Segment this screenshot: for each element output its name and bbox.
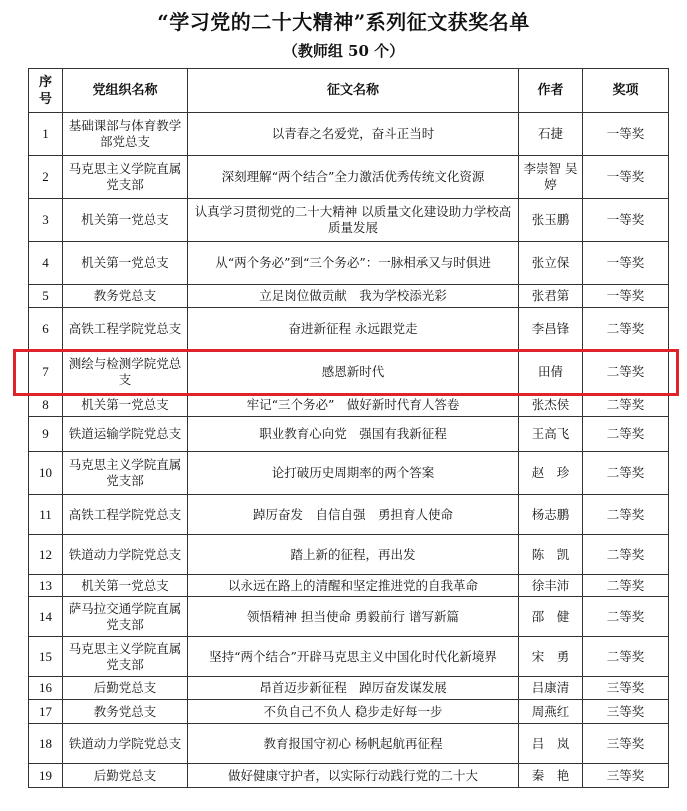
cell-org: 马克思主义学院直属党支部 bbox=[63, 452, 188, 495]
table-row bbox=[29, 242, 669, 285]
cell-award: 三等奖 bbox=[583, 764, 669, 788]
cell-num: 17 bbox=[29, 700, 63, 724]
cell-award: 一等奖 bbox=[583, 242, 669, 285]
cell-essay: 职业教育心向党 强国有我新征程 bbox=[188, 417, 519, 452]
table-row bbox=[29, 308, 669, 351]
cell-num: 16 bbox=[29, 677, 63, 700]
cell-award: 二等奖 bbox=[583, 394, 669, 417]
cell-award: 二等奖 bbox=[583, 575, 669, 597]
table-row bbox=[29, 724, 669, 764]
header-org: 党组织名称 bbox=[63, 69, 188, 113]
cell-num: 7 bbox=[29, 351, 63, 394]
cell-org: 教务党总支 bbox=[63, 285, 188, 308]
cell-org: 铁道运输学院党总支 bbox=[63, 417, 188, 452]
header-essay: 征文名称 bbox=[188, 69, 519, 113]
cell-num: 3 bbox=[29, 199, 63, 242]
table-row bbox=[29, 351, 669, 394]
cell-author: 杨志鹏 bbox=[519, 495, 583, 535]
table-body bbox=[29, 113, 669, 788]
cell-org: 铁道动力学院党总支 bbox=[63, 535, 188, 575]
cell-award: 二等奖 bbox=[583, 637, 669, 677]
table-row bbox=[29, 156, 669, 199]
cell-num: 4 bbox=[29, 242, 63, 285]
cell-essay: 教育报国守初心 杨帆起航再征程 bbox=[188, 724, 519, 764]
cell-award: 三等奖 bbox=[583, 724, 669, 764]
cell-author: 邵 健 bbox=[519, 597, 583, 637]
cell-essay: 立足岗位做贡献 我为学校添光彩 bbox=[188, 285, 519, 308]
table-row bbox=[29, 597, 669, 637]
cell-author: 徐丰沛 bbox=[519, 575, 583, 597]
cell-num: 9 bbox=[29, 417, 63, 452]
cell-author: 田倩 bbox=[519, 351, 583, 394]
cell-award: 二等奖 bbox=[583, 597, 669, 637]
cell-num: 10 bbox=[29, 452, 63, 495]
cell-award: 一等奖 bbox=[583, 113, 669, 156]
cell-num: 13 bbox=[29, 575, 63, 597]
cell-award: 一等奖 bbox=[583, 285, 669, 308]
cell-award: 二等奖 bbox=[583, 495, 669, 535]
cell-essay: 感恩新时代 bbox=[188, 351, 519, 394]
cell-award: 二等奖 bbox=[583, 308, 669, 351]
header-author: 作者 bbox=[519, 69, 583, 113]
cell-essay: 不负自己不负人 稳步走好每一步 bbox=[188, 700, 519, 724]
awards-table bbox=[28, 68, 669, 788]
cell-num: 12 bbox=[29, 535, 63, 575]
cell-org: 机关第一党总支 bbox=[63, 575, 188, 597]
cell-award: 一等奖 bbox=[583, 199, 669, 242]
page-subtitle: （教师组 50 个） bbox=[282, 42, 405, 60]
cell-author: 张君第 bbox=[519, 285, 583, 308]
cell-org: 马克思主义学院直属党支部 bbox=[63, 156, 188, 199]
cell-author: 王高飞 bbox=[519, 417, 583, 452]
cell-essay: 坚持“两个结合”开辟马克思主义中国化时代化新境界 bbox=[188, 637, 519, 677]
table-row bbox=[29, 495, 669, 535]
cell-essay: 论打破历史周期率的两个答案 bbox=[188, 452, 519, 495]
cell-award: 二等奖 bbox=[583, 351, 669, 394]
table-row bbox=[29, 637, 669, 677]
table-row bbox=[29, 285, 669, 308]
table-row bbox=[29, 417, 669, 452]
cell-org: 铁道动力学院党总支 bbox=[63, 724, 188, 764]
cell-author: 吕 岚 bbox=[519, 724, 583, 764]
page-title: “学习党的二十大精神”系列征文获奖名单 bbox=[157, 10, 530, 34]
cell-author: 吕康清 bbox=[519, 677, 583, 700]
cell-author: 赵 珍 bbox=[519, 452, 583, 495]
cell-author: 秦 艳 bbox=[519, 764, 583, 788]
table-row bbox=[29, 677, 669, 700]
header-num: 序号 bbox=[29, 69, 63, 113]
cell-org: 机关第一党总支 bbox=[63, 242, 188, 285]
cell-essay: 奋进新征程 永远跟党走 bbox=[188, 308, 519, 351]
cell-org: 机关第一党总支 bbox=[63, 199, 188, 242]
cell-org: 高铁工程学院党总支 bbox=[63, 495, 188, 535]
cell-author: 张杰侯 bbox=[519, 394, 583, 417]
cell-award: 二等奖 bbox=[583, 452, 669, 495]
cell-num: 2 bbox=[29, 156, 63, 199]
cell-author: 李昌锋 bbox=[519, 308, 583, 351]
table-row bbox=[29, 575, 669, 597]
cell-award: 二等奖 bbox=[583, 417, 669, 452]
cell-author: 宋 勇 bbox=[519, 637, 583, 677]
table-row bbox=[29, 764, 669, 788]
cell-org: 机关第一党总支 bbox=[63, 394, 188, 417]
table-row bbox=[29, 199, 669, 242]
cell-num: 1 bbox=[29, 113, 63, 156]
cell-org: 后勤党总支 bbox=[63, 677, 188, 700]
cell-essay: 牢记“三个务必” 做好新时代育人答卷 bbox=[188, 394, 519, 417]
header-award: 奖项 bbox=[583, 69, 669, 113]
cell-num: 18 bbox=[29, 724, 63, 764]
cell-essay: 以青春之名爱党，奋斗正当时 bbox=[188, 113, 519, 156]
cell-award: 三等奖 bbox=[583, 677, 669, 700]
cell-num: 14 bbox=[29, 597, 63, 637]
cell-award: 二等奖 bbox=[583, 535, 669, 575]
cell-award: 三等奖 bbox=[583, 700, 669, 724]
cell-org: 教务党总支 bbox=[63, 700, 188, 724]
cell-essay: 领悟精神 担当使命 勇毅前行 谱写新篇 bbox=[188, 597, 519, 637]
cell-num: 8 bbox=[29, 394, 63, 417]
cell-org: 马克思主义学院直属党支部 bbox=[63, 637, 188, 677]
cell-num: 19 bbox=[29, 764, 63, 788]
cell-org: 萨马拉交通学院直属党支部 bbox=[63, 597, 188, 637]
cell-author: 石捷 bbox=[519, 113, 583, 156]
cell-author: 陈 凯 bbox=[519, 535, 583, 575]
cell-author: 周燕红 bbox=[519, 700, 583, 724]
cell-award: 一等奖 bbox=[583, 156, 669, 199]
cell-num: 11 bbox=[29, 495, 63, 535]
table-row bbox=[29, 535, 669, 575]
cell-author: 张立保 bbox=[519, 242, 583, 285]
cell-essay: 认真学习贯彻党的二十大精神 以质量文化建设助力学校高质量发展 bbox=[188, 199, 519, 242]
cell-org: 高铁工程学院党总支 bbox=[63, 308, 188, 351]
cell-org: 测绘与检测学院党总支 bbox=[63, 351, 188, 394]
cell-essay: 昂首迈步新征程 踔厉奋发谋发展 bbox=[188, 677, 519, 700]
table-row bbox=[29, 394, 669, 417]
cell-essay: 以永远在路上的清醒和坚定推进党的自我革命 bbox=[188, 575, 519, 597]
table-row bbox=[29, 113, 669, 156]
cell-org: 基础课部与体育教学部党总支 bbox=[63, 113, 188, 156]
table-row bbox=[29, 452, 669, 495]
cell-essay: 做好健康守护者，以实际行动践行党的二十大 bbox=[188, 764, 519, 788]
cell-num: 5 bbox=[29, 285, 63, 308]
cell-org: 后勤党总支 bbox=[63, 764, 188, 788]
cell-essay: 从“两个务必”到“三个务必”：一脉相承又与时俱进 bbox=[188, 242, 519, 285]
cell-author: 张玉鹏 bbox=[519, 199, 583, 242]
cell-author: 李崇智 吴婷 bbox=[519, 156, 583, 199]
cell-num: 15 bbox=[29, 637, 63, 677]
cell-essay: 踏上新的征程，再出发 bbox=[188, 535, 519, 575]
table-row bbox=[29, 700, 669, 724]
cell-num: 6 bbox=[29, 308, 63, 351]
table-header-row bbox=[29, 69, 669, 113]
cell-essay: 踔厉奋发 自信自强 勇担育人使命 bbox=[188, 495, 519, 535]
cell-essay: 深刻理解“两个结合”全力激活优秀传统文化资源 bbox=[188, 156, 519, 199]
